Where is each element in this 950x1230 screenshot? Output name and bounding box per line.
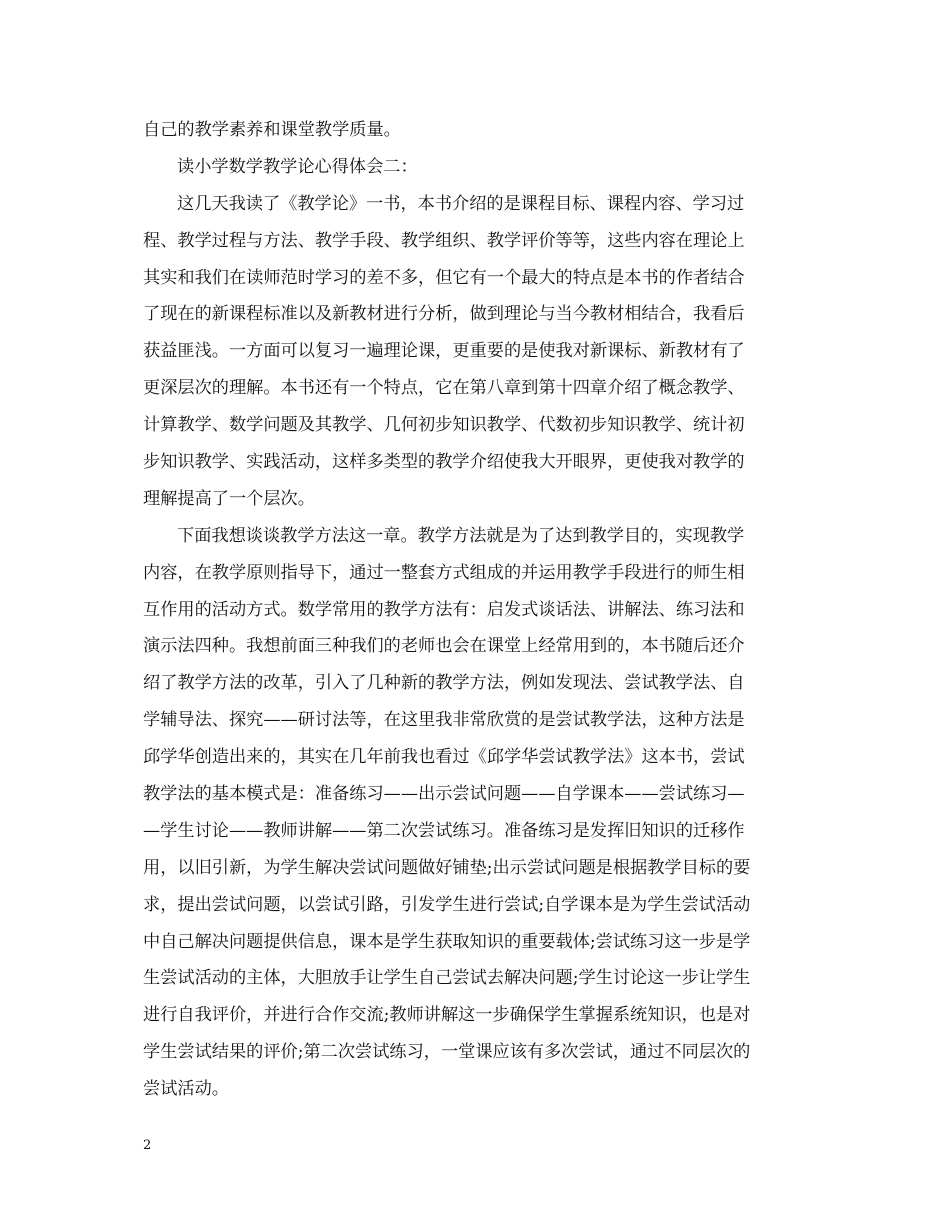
text-line: 其实和我们在读师范时学习的差不多，但它有一个最大的特点是本书的作者结合	[143, 267, 745, 288]
text-line: 邱学华创造出来的，其实在几年前我也看过《邱学华尝试教学法》这本书，尝试	[143, 747, 745, 768]
text-line: 学生尝试结果的评价;第二次尝试练习，一堂课应该有多次尝试，通过不同层次的	[143, 1042, 751, 1063]
text-line: 演示法四种。我想前面三种我们的老师也会在课堂上经常用到的，本书随后还介	[143, 636, 745, 657]
text-line: 学辅导法、探究——研讨法等，在这里我非常欣赏的是尝试教学法，这种方法是	[143, 710, 745, 731]
text-line: —学生讨论——教师讲解——第二次尝试练习。准备练习是发挥旧知识的迁移作	[143, 820, 745, 841]
page-number: 2	[143, 1138, 152, 1153]
text-line: 尝试活动。	[143, 1079, 229, 1100]
text-line: 中自己解决问题提供信息，课本是学生获取知识的重要载体;尝试练习这一步是学	[143, 931, 751, 952]
text-line: 自己的教学素养和课堂教学质量。	[143, 120, 401, 140]
text-line: 了现在的新课程标准以及新教材进行分析，做到理论与当今教材相结合，我看后	[143, 304, 745, 325]
text-line: 理解提高了一个层次。	[143, 488, 315, 509]
text-line: 获益匪浅。一方面可以复习一遍理论课，更重要的是使我对新课标、新教材有了	[143, 341, 745, 362]
section-heading: 读小学数学教学论心得体会二：	[177, 156, 418, 177]
text-line: 用，以旧引新，为学生解决尝试问题做好铺垫;出示尝试问题是根据教学目标的要	[143, 857, 751, 878]
text-line: 教学法的基本模式是：准备练习——出示尝试问题——自学课本——尝试练习—	[143, 784, 745, 805]
text-line: 步知识教学、实践活动，这样多类型的教学介绍使我大开眼界，更使我对教学的	[143, 452, 745, 473]
body-text	[143, 112, 811, 1108]
text-line: 绍了教学方法的改革，引入了几种新的教学方法，例如发现法、尝试教学法、自	[143, 673, 745, 694]
text-line: 互作用的活动方式。数学常用的教学方法有：启发式谈话法、讲解法、练习法和	[143, 599, 745, 620]
text-line: 生尝试活动的主体，大胆放手让学生自己尝试去解决问题;学生讨论这一步让学生	[143, 968, 751, 989]
text-line: 求，提出尝试问题，以尝试引路，引发学生进行尝试;自学课本是为学生尝试活动	[143, 894, 751, 915]
text-line: 下面我想谈谈教学方法这一章。教学方法就是为了达到教学目的，实现教学	[177, 525, 745, 546]
text-line: 更深层次的理解。本书还有一个特点，它在第八章到第十四章介绍了概念教学、	[143, 378, 745, 399]
text-line: 进行自我评价，并进行合作交流;教师讲解这一步确保学生掌握系统知识，也是对	[143, 1005, 751, 1026]
text-line: 计算教学、数学问题及其教学、几何初步知识教学、代数初步知识教学、统计初	[143, 415, 745, 436]
text-line: 程、教学过程与方法、教学手段、教学组织、教学评价等等，这些内容在理论上	[143, 230, 745, 251]
text-line: 这几天我读了《教学论》一书，本书介绍的是课程目标、课程内容、学习过	[177, 193, 745, 214]
text-line: 内容，在教学原则指导下，通过一整套方式组成的并运用教学手段进行的师生相	[143, 562, 745, 583]
